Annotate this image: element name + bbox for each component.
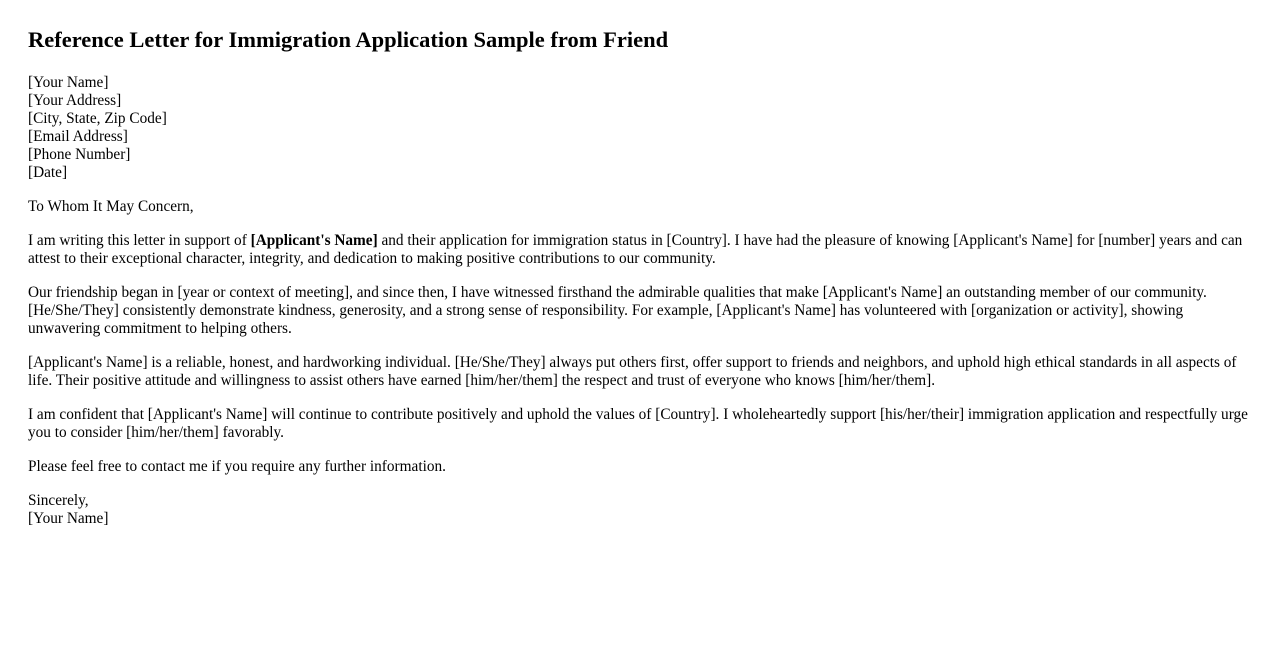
sender-phone: [Phone Number] [28, 146, 131, 163]
sender-name: [Your Name] [28, 74, 109, 91]
sender-address: [Your Address] [28, 92, 122, 109]
paragraph-introduction-start: I am writing this letter in support of [28, 232, 251, 249]
sender-email: [Email Address] [28, 128, 128, 145]
salutation: To Whom It May Concern, [28, 198, 194, 215]
sender-address-block [28, 74, 1250, 182]
paragraph-friendship: Our friendship began in [year or context of meeting], and since then, I have witnessed firsthand the admirable qualities that make [Applicant's Name] an outstanding member of our community. [He/She/They] consistently demonstrate kindness, generosity, and a strong sense of responsibility. For example, [Applicant's Name] has volunteered with [organization or activity], showing unwavering commitment to helping others. [28, 284, 1207, 337]
paragraph-introduction-end: and their application for immigration status in [Country]. I have had the pleasure of knowing [Applicant's Name] for [number] years and can attest to their exceptional character, integrity, and dedication to making positive contributions to our community. [28, 232, 1243, 267]
paragraph-character: [Applicant's Name] is a reliable, honest, and hardworking individual. [He/She/They] always put others first, offer support to friends and neighbors, and uphold high ethical standards in all aspects of life. Their positive attitude and willingness to assist others have earned [him/her/them] the respect and trust of everyone who knows [him/her/them]. [28, 354, 1237, 389]
sender-city-state-zip: [City, State, Zip Code] [28, 110, 167, 127]
paragraph-introduction [28, 232, 1250, 268]
page-title: Reference Letter for Immigration Application Sample from Friend [28, 27, 669, 52]
closing-block [28, 492, 1250, 528]
closing-name: [Your Name] [28, 510, 109, 527]
paragraph-support: I am confident that [Applicant's Name] will continue to contribute positively and uphold the values of [Country]. I wholeheartedly support [his/her/their] immigration application and respectfully urge you to consider [him/her/them] favorably. [28, 406, 1248, 441]
applicant-name-bold: [Applicant's Name] [250, 232, 378, 249]
paragraph-contact: Please feel free to contact me if you require any further information. [28, 458, 446, 475]
closing-signoff: Sincerely, [28, 492, 89, 509]
letter-date: [Date] [28, 164, 68, 181]
